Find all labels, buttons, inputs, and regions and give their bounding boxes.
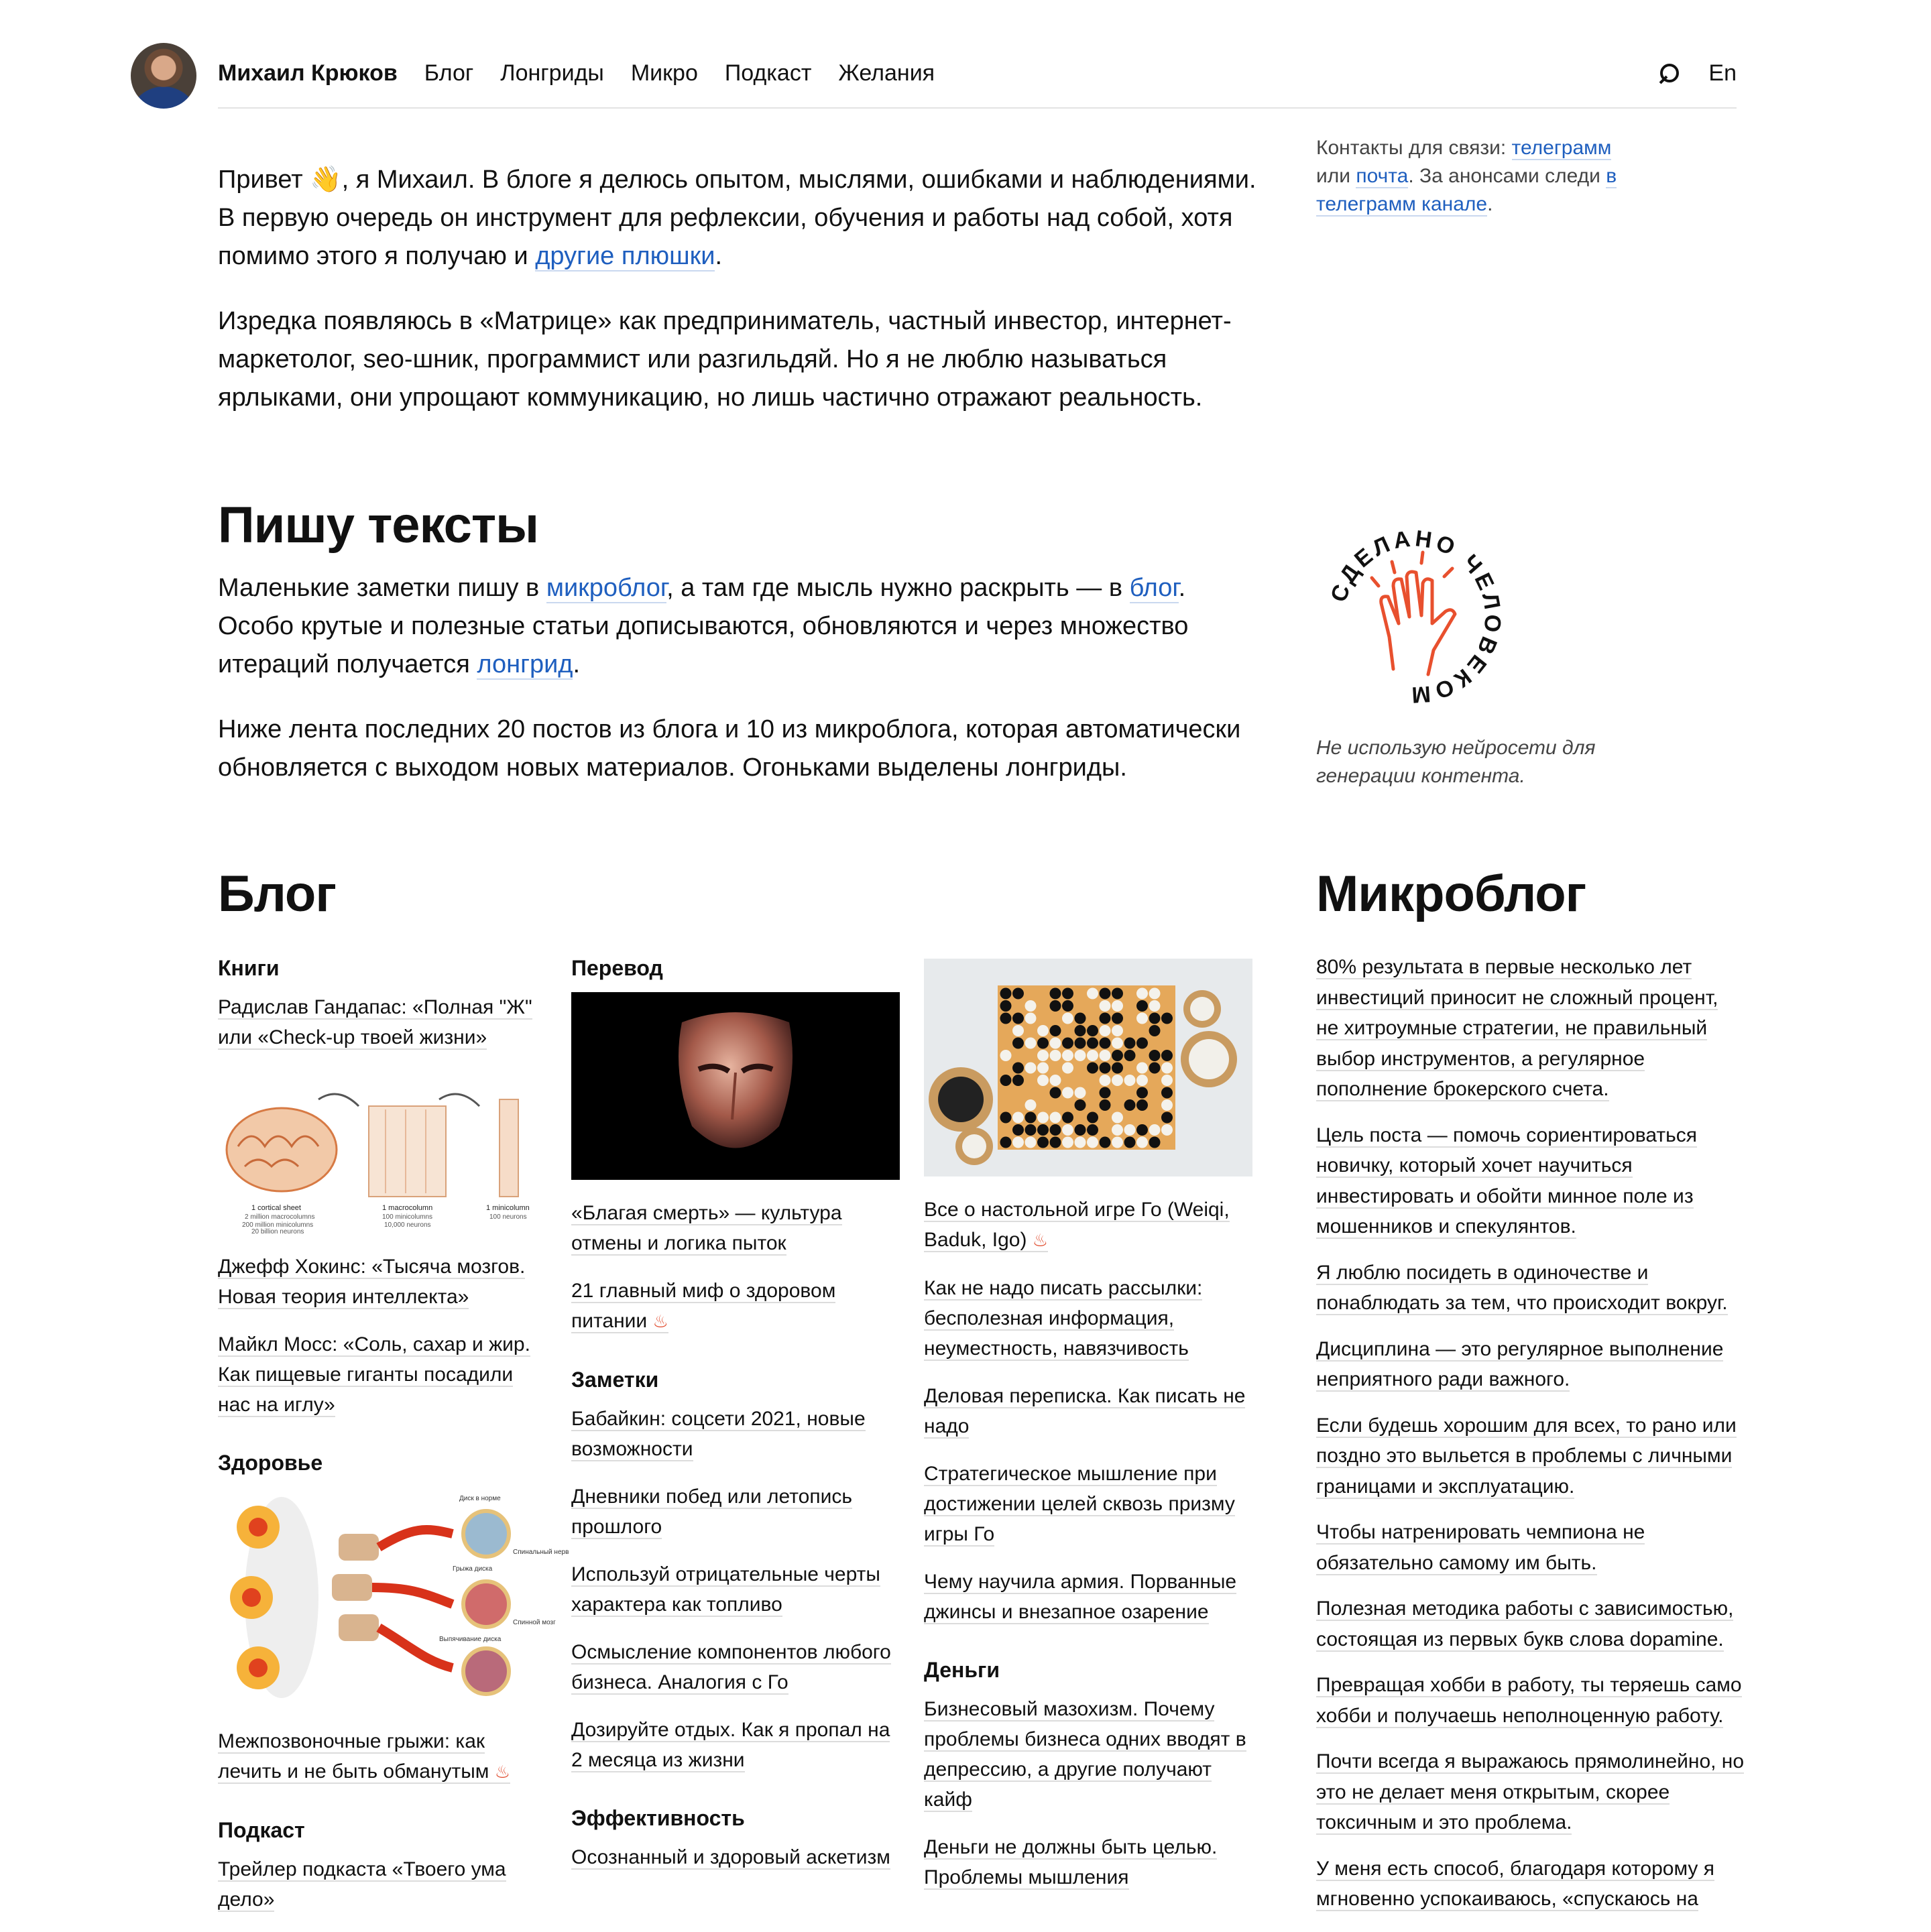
go-stone: [1025, 1124, 1037, 1136]
microblog-list: [1316, 952, 1745, 1930]
spine-label: Грыжа диска: [453, 1565, 493, 1573]
go-stone: [1000, 1050, 1012, 1061]
spine-label: Спинной мозг: [513, 1619, 556, 1626]
go-stone: [1136, 1099, 1148, 1111]
go-stone: [1012, 988, 1024, 1000]
header-divider: [218, 107, 1737, 109]
go-stone: [1025, 1038, 1037, 1049]
post-link[interactable]: Радислав Гандапас: «Полная "Ж" или «Check-up твоей жизни»: [218, 996, 532, 1048]
go-stone: [1000, 1000, 1012, 1012]
go-stone: [1062, 1124, 1073, 1136]
go-stone: [1062, 1063, 1073, 1074]
go-stone: [1112, 1050, 1123, 1061]
stamp-text: СДЕЛАНО ЧЕЛОВЕКОМ: [1326, 526, 1506, 708]
perks-link[interactable]: другие плюшки: [535, 242, 715, 270]
go-stone: [1100, 1000, 1111, 1012]
go-stone: [1012, 1038, 1024, 1049]
category-health: [218, 1447, 569, 1787]
micro-post-link[interactable]: Почти всегда я выражаюсь прямолинейно, но это не делает меня открытым, скорее токсичным и это проблема.: [1316, 1750, 1745, 1833]
brain-label: 2 million macrocolumns: [245, 1213, 315, 1221]
micro-post-link[interactable]: Если будешь хорошим для всех, то рано или поздно это выльется в проблемы с личными границами и эксплуатацию.: [1316, 1414, 1737, 1498]
go-stone: [1112, 1075, 1123, 1086]
go-stone: [1087, 1137, 1098, 1148]
go-stone: [1149, 988, 1161, 1000]
go-stone: [1136, 1000, 1148, 1012]
go-stone: [1149, 1000, 1161, 1012]
go-stone: [1050, 1087, 1061, 1099]
micro-post-link[interactable]: Цель поста — помочь сориентироваться новичку, который хочет научиться инвестировать и обойти минное поле из мошенников и спекулянтов.: [1316, 1124, 1698, 1237]
go-stone: [1112, 1038, 1123, 1049]
go-stone: [1087, 1025, 1098, 1036]
micro-post-link[interactable]: Я люблю посидеть в одиночестве и понаблюдать за тем, что происходит вокруг.: [1316, 1261, 1728, 1314]
stamp-caption: Не использую нейросети для генерации контента.: [1316, 737, 1596, 787]
go-stone: [1012, 1124, 1024, 1136]
category-title: Подкаст: [218, 1818, 305, 1842]
go-stone: [1161, 1124, 1173, 1136]
post-link[interactable]: Осмысление компонентов любого бизнеса. Аналогия с Го: [571, 1641, 891, 1693]
category-efficiency: [571, 1802, 900, 1872]
intro-paragraph-1: Привет 👋, я Михаил. В блоге я делюсь опытом, мыслями, ошибками и наблюдениями. В первую очередь он инструмент для рефлексии, обучения и работы над собой, хотя помимо этого я получаю и другие плюшки.: [218, 166, 1256, 270]
go-stone: [1136, 1124, 1148, 1136]
go-board-image[interactable]: [924, 959, 1252, 1176]
post-link[interactable]: 21 главный миф о здоровом питании ♨: [571, 1280, 836, 1332]
go-stone: [1124, 1137, 1136, 1148]
go-stone: [1062, 1013, 1073, 1024]
writes-section: [218, 496, 1264, 814]
micro-post-link[interactable]: У меня есть способ, благодаря которому я мгновенно успокаиваюсь, «спускаюсь на: [1316, 1857, 1714, 1910]
go-stone: [1075, 1099, 1086, 1111]
microblog-title: Микроблог: [1316, 865, 1586, 922]
go-stone: [1100, 1050, 1111, 1061]
go-stone: [1112, 1013, 1123, 1024]
micro-post-link[interactable]: Дисциплина — это регулярное выполнение неприятного ради важного.: [1316, 1337, 1724, 1390]
language-switch[interactable]: En: [1708, 60, 1737, 86]
nav-podcast[interactable]: Подкаст: [724, 60, 812, 86]
brain-label: 1 cortical sheet: [251, 1204, 301, 1212]
category-translation: [571, 952, 900, 1337]
go-stone: [1012, 1013, 1024, 1024]
post-link[interactable]: Джефф Хокинс: «Тысяча мозгов. Новая теория интеллекта»: [218, 1256, 526, 1308]
go-stone: [1149, 1063, 1161, 1074]
go-stone: [1136, 1063, 1148, 1074]
go-stone: [1000, 1137, 1012, 1148]
go-stone: [1037, 1124, 1049, 1136]
go-stone: [1050, 1112, 1061, 1124]
go-stone: [1012, 1025, 1024, 1036]
post-link[interactable]: Используй отрицательные черты характера как топливо: [571, 1563, 880, 1616]
nav-wishes[interactable]: Желания: [838, 60, 935, 86]
post-link[interactable]: Дневники побед или летопись прошлого: [571, 1486, 852, 1538]
main-nav: [218, 60, 935, 86]
go-stone: [1012, 1137, 1024, 1148]
spine-label: Выпячивание диска: [439, 1636, 502, 1643]
blog-column-1: [218, 952, 569, 1932]
go-stone: [1136, 1075, 1148, 1086]
writes-paragraph-2: Ниже лента последних 20 постов из блога и 10 из микроблога, которая автоматически обновляется с выходом новых материалов. Огоньками выделены лонгриды.: [218, 715, 1241, 782]
intro: [218, 161, 1264, 444]
go-stone: [1062, 1137, 1073, 1148]
go-stone: [1136, 1087, 1148, 1099]
blog-column-2: [571, 952, 900, 1890]
go-stone: [1037, 1038, 1049, 1049]
go-stone: [1087, 1063, 1098, 1074]
go-stone: [1000, 1013, 1012, 1024]
go-stone: [1050, 1025, 1061, 1036]
go-stone: [1136, 1038, 1148, 1049]
nav-blog[interactable]: Блог: [424, 60, 474, 86]
category-title: Книги: [218, 956, 280, 980]
post-link[interactable]: Дозируйте отдых. Как я пропал на 2 месяца из жизни: [571, 1719, 890, 1771]
post-link[interactable]: Майкл Мосс: «Соль, сахар и жир. Как пищевые гиганты посадили нас на иглу»: [218, 1333, 530, 1416]
brain-label: 100 minicolumns: [382, 1213, 433, 1221]
go-stone: [1025, 1063, 1037, 1074]
go-stone: [1161, 1050, 1173, 1061]
post-link[interactable]: Осознанный и здоровый аскетизм: [571, 1846, 890, 1868]
go-stone: [1037, 1025, 1049, 1036]
micro-post-link[interactable]: 80% результата в первые несколько лет инвестиций приносит не сложный процент, не хитроумные стратегии, не правильный выбор инструментов, а регулярное пополнение брокерского счета.: [1316, 956, 1718, 1100]
telegram-channel-link[interactable]: в телеграмм канале: [1316, 165, 1617, 215]
hand-icon: [1372, 552, 1455, 674]
go-stone: [1037, 1050, 1049, 1061]
micro-post-link[interactable]: Превращая хобби в работу, ты теряешь само хобби и получаешь неполноценную работу.: [1316, 1674, 1742, 1727]
mask-image[interactable]: [571, 992, 900, 1180]
brain-label: 10,000 neurons: [384, 1221, 431, 1229]
go-stone: [1000, 988, 1012, 1000]
brain-label: 1 minicolumn: [486, 1204, 530, 1212]
go-stone: [1012, 1063, 1024, 1074]
microblog-link[interactable]: микроблог: [546, 574, 667, 602]
go-stone: [1050, 1038, 1061, 1049]
brain-label: 20 billion neurons: [251, 1228, 304, 1235]
go-stone: [1012, 1112, 1024, 1124]
go-stone: [1149, 1124, 1161, 1136]
blog-column-3: [924, 959, 1252, 1910]
go-stone: [1087, 1124, 1098, 1136]
go-stone: [1075, 1087, 1086, 1099]
go-stone: [1000, 1112, 1012, 1124]
fire-icon: ♨: [494, 1762, 511, 1782]
go-stone: [1112, 988, 1123, 1000]
go-stone: [1112, 1063, 1123, 1074]
category-title: Заметки: [571, 1368, 659, 1392]
category-title: Перевод: [571, 956, 663, 980]
go-stone: [1062, 1112, 1073, 1124]
go-stone: [1087, 1112, 1098, 1124]
site-brand[interactable]: Михаил Крюков: [218, 60, 398, 86]
go-stone: [1075, 1038, 1086, 1049]
go-stone: [1124, 1099, 1136, 1111]
go-stone: [1112, 1124, 1123, 1136]
go-stone: [1100, 1137, 1111, 1148]
avatar[interactable]: [131, 43, 196, 109]
go-stone: [1100, 1087, 1111, 1099]
go-stone: [1050, 1075, 1061, 1086]
category-money: [924, 1654, 1252, 1892]
go-stone: [1012, 1075, 1024, 1086]
go-stone: [1112, 1137, 1123, 1148]
go-stone: [1149, 1137, 1161, 1148]
brain-label: 100 neurons: [489, 1213, 527, 1221]
go-stone: [1075, 1013, 1086, 1024]
go-stone: [1149, 1013, 1161, 1024]
go-stone: [1124, 1124, 1136, 1136]
go-stone: [1149, 1050, 1161, 1061]
go-stone: [1075, 1050, 1086, 1061]
go-stone: [1075, 1025, 1086, 1036]
go-stone: [1025, 1000, 1037, 1012]
intro-paragraph-2: Изредка появляюсь в «Матрице» как предприниматель, частный инвестор, интернет-маркетолог, seo-шник, программист или разгильдяй. Но я не люблю называться ярлыками, они упрощают коммуникацию, но лишь частично отражают реальность.: [218, 307, 1232, 412]
micro-post-link[interactable]: Полезная методика работы с зависимостью, состоящая из первых букв слова dopamine.: [1316, 1597, 1734, 1650]
go-stone: [1075, 1137, 1086, 1148]
fire-icon: ♨: [652, 1311, 668, 1331]
svg-text:СДЕЛАНО ЧЕЛОВЕКОМ: [1326, 526, 1505, 708]
go-stone: [1062, 988, 1073, 1000]
telegram-link[interactable]: телеграмм: [1511, 137, 1612, 159]
go-stone: [1100, 1038, 1111, 1049]
post-link[interactable]: Бабайкин: соцсети 2021, новые возможности: [571, 1408, 866, 1460]
mail-link[interactable]: почта: [1356, 165, 1409, 187]
go-stone: [1087, 1038, 1098, 1049]
post-link[interactable]: Как не надо писать рассылки: бесполезная информация, неуместность, навязчивость: [924, 1277, 1203, 1360]
go-stone: [1100, 988, 1111, 1000]
go-stone: [1100, 1063, 1111, 1074]
writes-title: Пишу тексты: [218, 497, 538, 554]
go-stone: [1075, 1124, 1086, 1136]
longread-link[interactable]: лонгрид: [477, 650, 573, 678]
go-stone: [1161, 1013, 1173, 1024]
go-stone: [1149, 1025, 1161, 1036]
go-stone: [1136, 988, 1148, 1000]
go-stone: [1050, 1124, 1061, 1136]
post-link[interactable]: Все о настольной игре Го (Weiqi, Baduk, Igo) ♨: [924, 1199, 1230, 1251]
go-stone: [1124, 1075, 1136, 1086]
go-stone: [1025, 1013, 1037, 1024]
blog-link[interactable]: блог: [1129, 574, 1179, 602]
go-stone: [1136, 1137, 1148, 1148]
go-stone: [1161, 1075, 1173, 1086]
contacts: Контакты для связи: телеграмм или почта. За анонсами следи в телеграмм канале.: [1316, 137, 1617, 215]
go-stone: [1161, 1087, 1173, 1099]
post-link[interactable]: Межпозвоночные грыжи: как лечить и не быть обманутым ♨: [218, 1730, 511, 1783]
go-stone: [1161, 1063, 1173, 1074]
go-stone: [1161, 1112, 1173, 1124]
go-stone: [1100, 1075, 1111, 1086]
go-stone: [1062, 1087, 1073, 1099]
search-icon[interactable]: [1657, 62, 1680, 85]
go-stone: [1136, 1013, 1148, 1024]
go-stone: [1112, 1112, 1123, 1124]
go-stone: [1100, 1099, 1111, 1111]
go-stone: [1000, 1075, 1012, 1086]
made-by-human-stamp: [1314, 516, 1515, 717]
go-stone: [1124, 1050, 1136, 1061]
go-stone: [1087, 1050, 1098, 1061]
nav-longreads[interactable]: Лонгриды: [500, 60, 604, 86]
go-stone: [1100, 1013, 1111, 1024]
go-stone: [1050, 1000, 1061, 1012]
post-link[interactable]: Деньги не должны быть целью. Проблемы мышления: [924, 1836, 1218, 1888]
post-link[interactable]: «Благая смерть» — культура отмены и логика пыток: [571, 1202, 842, 1254]
category-title: Деньги: [924, 1658, 1000, 1682]
go-stone: [1037, 1137, 1049, 1148]
go-stone: [1062, 1000, 1073, 1012]
go-stone: [1124, 1038, 1136, 1049]
category-books: [218, 952, 546, 1420]
go-stone: [1050, 988, 1061, 1000]
go-stone: [1037, 1112, 1049, 1124]
go-stone: [1050, 1137, 1061, 1148]
go-stone: [1025, 1137, 1037, 1148]
spine-label: Диск в норме: [459, 1495, 501, 1502]
go-stone: [1050, 1050, 1061, 1061]
post-link[interactable]: Бизнесовый мазохизм. Почему проблемы бизнеса одних вводят в депрессию, а другие получают кайф: [924, 1698, 1246, 1811]
post-link[interactable]: Стратегическое мышление при достижении целей сквозь призму игры Го: [924, 1463, 1235, 1545]
go-stone: [1037, 1063, 1049, 1074]
fire-icon: ♨: [1032, 1230, 1049, 1250]
micro-post-link[interactable]: Чтобы натренировать чемпиона не обязательно самому им быть.: [1316, 1521, 1645, 1574]
go-stone: [1087, 988, 1098, 1000]
go-stone: [1062, 1038, 1073, 1049]
post-link[interactable]: Деловая переписка. Как писать не надо: [924, 1385, 1246, 1437]
go-stone: [1100, 1025, 1111, 1036]
writes-paragraph-1: Маленькие заметки пишу в микроблог, а там где мысль нужно раскрыть — в блог. Особо крутые и полезные статьи дописываются, обновляются и через множество итераций получается лонгрид.: [218, 574, 1189, 678]
category-podcast: [218, 1814, 546, 1915]
go-stone: [1037, 1075, 1049, 1086]
nav-micro[interactable]: Микро: [630, 60, 698, 86]
category-notes: [571, 1364, 900, 1775]
blog-title: Блог: [218, 865, 336, 922]
post-link[interactable]: Чему научила армия. Порванные джинсы и внезапное озарение: [924, 1571, 1237, 1623]
header-tools: [1657, 60, 1737, 86]
brain-illustration[interactable]: [218, 1073, 546, 1233]
brain-label: 200 million minicolumns: [242, 1221, 314, 1229]
brain-label: 1 macrocolumn: [382, 1204, 433, 1212]
spine-label: Спинальный нерв: [513, 1549, 569, 1556]
post-link[interactable]: Трейлер подкаста «Твоего ума дело»: [218, 1858, 506, 1911]
go-stone: [1112, 1025, 1123, 1036]
go-stone: [1062, 1050, 1073, 1061]
go-stone: [1025, 1099, 1037, 1111]
go-stone: [1112, 1000, 1123, 1012]
go-stone: [1025, 1112, 1037, 1124]
category-title: Эффективность: [571, 1806, 745, 1830]
category-title: Здоровье: [218, 1451, 323, 1475]
go-stone: [1161, 1099, 1173, 1111]
spine-illustration[interactable]: [218, 1487, 569, 1708]
